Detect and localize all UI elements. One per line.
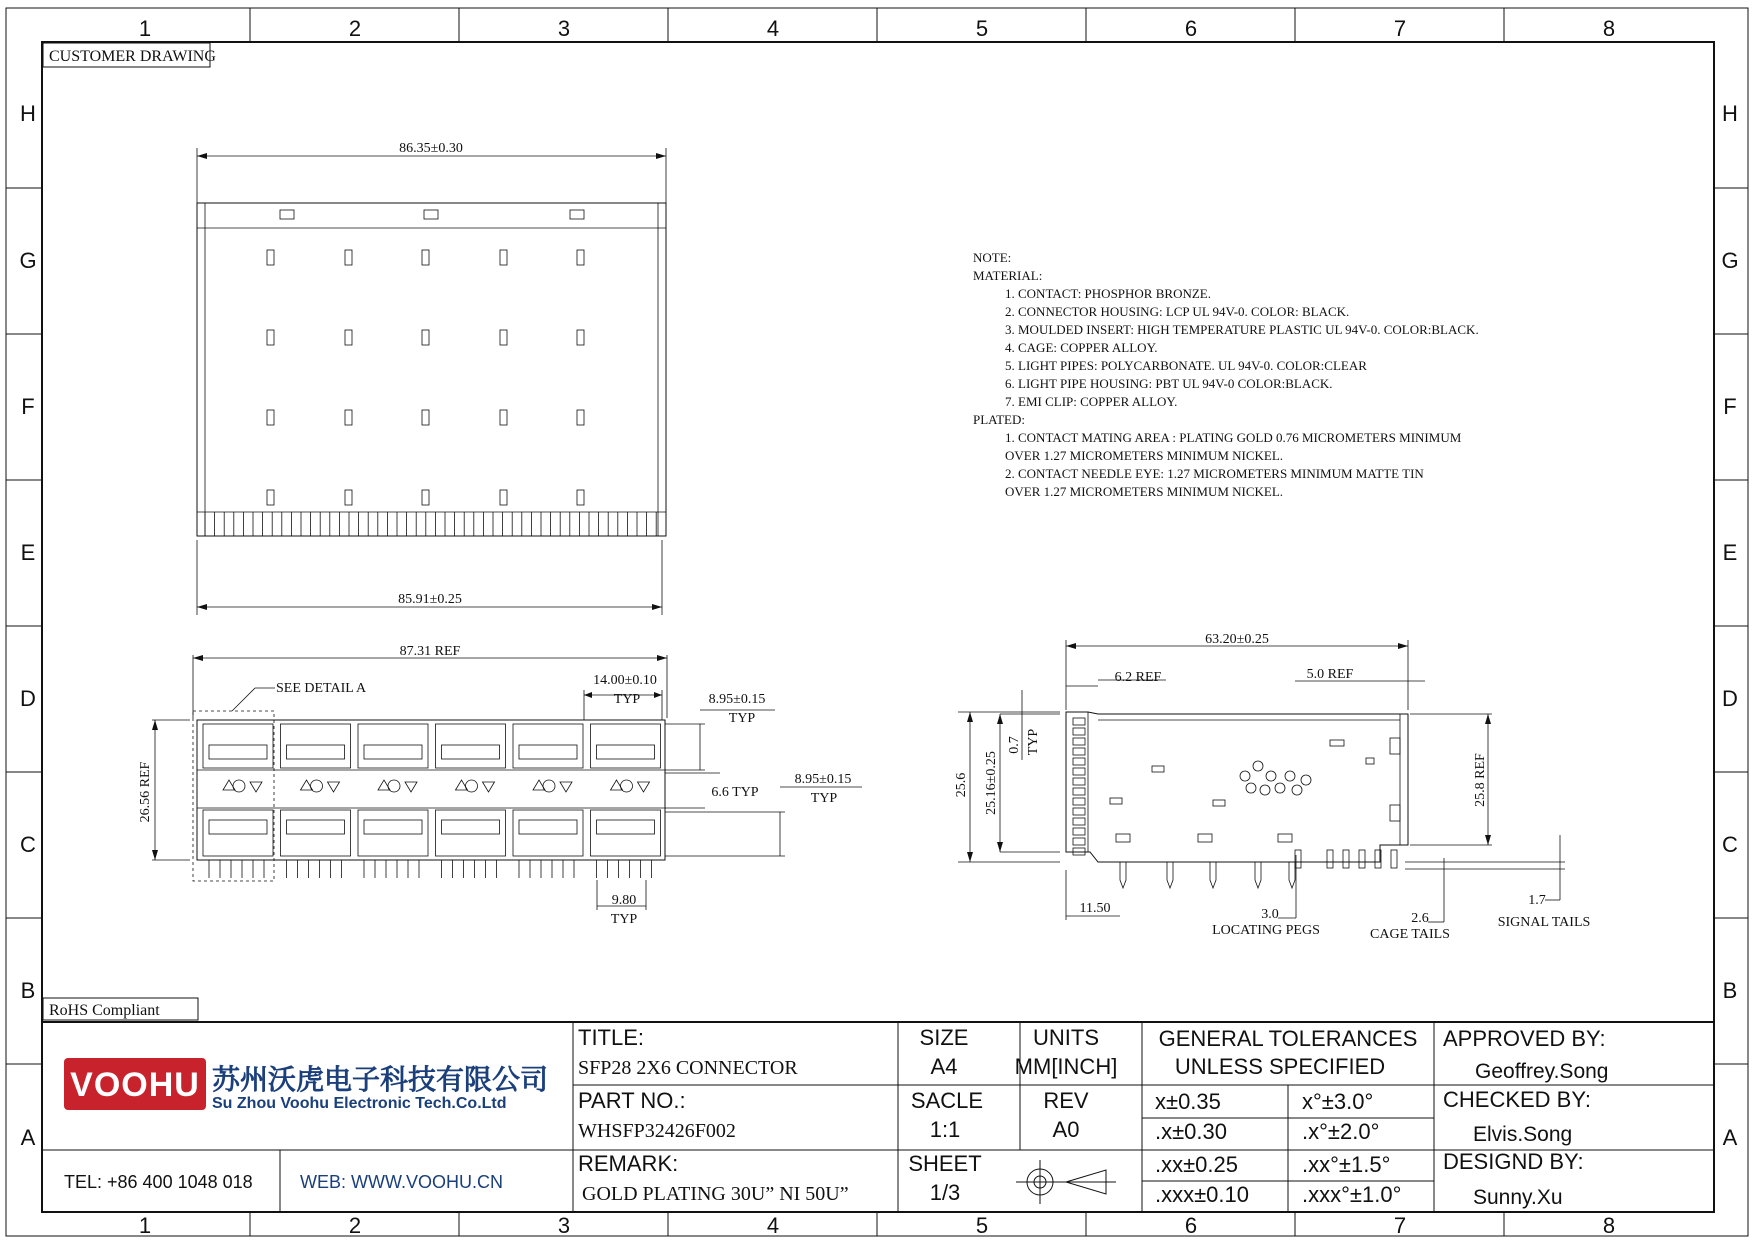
- vent-slot: [345, 250, 352, 265]
- units-label: UNITS: [1033, 1025, 1099, 1050]
- tol-cell: .xx°±1.5°: [1302, 1152, 1391, 1177]
- dim-gap: 6.6 TYP: [711, 785, 759, 800]
- col-label: 5: [975, 1213, 989, 1238]
- plated-label: PLATED:: [973, 412, 1025, 427]
- flange-tooth: [1073, 768, 1085, 775]
- flange-tooth: [1073, 718, 1085, 725]
- dim-step: 0.7: [1007, 736, 1022, 754]
- plated-item: 1. CONTACT MATING AREA : PLATING GOLD 0.76 MICROMETERS MINIMUM: [1005, 430, 1462, 445]
- notes-block: [973, 250, 1479, 499]
- dim-body-h: 25.16±0.25: [984, 751, 999, 815]
- dim-step-typ: TYP: [1026, 728, 1041, 756]
- tol-cell: .xx±0.25: [1155, 1152, 1239, 1177]
- material-item: 2. CONNECTOR HOUSING: LCP UL 94V-0. COLOR: BLACK.: [1005, 304, 1350, 319]
- lower-port-contacts: [442, 820, 500, 834]
- col-label: 1: [138, 16, 152, 41]
- flange-tooth: [1073, 798, 1085, 805]
- row-label: G: [19, 248, 37, 273]
- col-label: 3: [557, 16, 571, 41]
- col-label: 7: [1393, 16, 1407, 41]
- top-view: [197, 141, 666, 615]
- vent-slot: [267, 330, 274, 345]
- dim-cage: 2.6: [1411, 911, 1429, 926]
- dim-front-off: 11.50: [1079, 901, 1111, 916]
- lower-port: [513, 810, 583, 856]
- col-label: 2: [348, 1213, 362, 1238]
- dim-upper: 8.95±0.15: [708, 692, 766, 707]
- scale-value: 1:1: [929, 1117, 961, 1142]
- flange-tooth: [1073, 748, 1085, 755]
- col-label: 6: [1184, 1213, 1198, 1238]
- company-cn: 苏州沃虎电子科技有限公司: [212, 1063, 549, 1096]
- logo-text: VOOHU: [70, 1066, 200, 1104]
- row-label: D: [20, 686, 36, 711]
- rohs-label: RoHS Compliant: [49, 1002, 160, 1019]
- dim-height-ref: 26.56 REF: [138, 761, 153, 823]
- tol-cell: .x°±2.0°: [1302, 1119, 1380, 1144]
- upper-port-contacts: [442, 745, 500, 759]
- vent-slot: [422, 490, 429, 505]
- row-label: G: [1721, 248, 1739, 273]
- dim-lower: 8.95±0.15: [794, 772, 852, 787]
- col-label: 3: [557, 1213, 571, 1238]
- company-en: Su Zhou Voohu Electronic Tech.Co.Ltd: [212, 1095, 507, 1112]
- triangle-icon: [328, 782, 340, 792]
- circle-icon: [388, 780, 400, 792]
- triangle-icon: [405, 782, 417, 792]
- row-label: C: [1722, 832, 1738, 857]
- vent-slot: [500, 330, 507, 345]
- col-label: 8: [1602, 16, 1616, 41]
- row-label: E: [20, 540, 36, 565]
- remark-value: GOLD PLATING 30U” NI 50U”: [582, 1183, 849, 1205]
- upper-port-contacts: [364, 745, 422, 759]
- col-label: 2: [348, 16, 362, 41]
- signal-tail: [1391, 850, 1397, 868]
- lower-port: [358, 810, 428, 856]
- upper-port-contacts: [597, 745, 655, 759]
- projection-symbol: [1016, 1160, 1116, 1204]
- flange-tooth: [1073, 808, 1085, 815]
- locating-peg: [1289, 862, 1295, 888]
- see-detail-label: SEE DETAIL A: [276, 681, 367, 696]
- row-label: D: [1722, 686, 1738, 711]
- vent-slot: [422, 330, 429, 345]
- dim-rear-h: 25.8 REF: [1473, 753, 1488, 807]
- design-label: DESIGND BY:: [1443, 1149, 1584, 1174]
- row-label: B: [20, 978, 36, 1003]
- lower-port-contacts: [597, 820, 655, 834]
- row-label: A: [1722, 1125, 1738, 1150]
- lower-port-contacts: [209, 820, 267, 834]
- material-item: 1. CONTACT: PHOSPHOR BRONZE.: [1005, 286, 1211, 301]
- scale-label: SACLE: [910, 1088, 984, 1113]
- row-label: E: [1722, 540, 1738, 565]
- tol-cell: .x±0.30: [1155, 1119, 1228, 1144]
- vent-slot: [500, 250, 507, 265]
- row-label: B: [1722, 978, 1738, 1003]
- lower-port: [281, 810, 351, 856]
- lower-port: [436, 810, 506, 856]
- material-item: 3. MOULDED INSERT: HIGH TEMPERATURE PLASTIC UL 94V-0. COLOR:BLACK.: [1005, 322, 1479, 337]
- remark-label: REMARK:: [578, 1151, 679, 1176]
- circle-icon: [543, 780, 555, 792]
- material-label: MATERIAL:: [973, 268, 1043, 283]
- dim-sig: 1.7: [1528, 893, 1546, 908]
- vent-slot: [422, 410, 429, 425]
- col-label: 4: [766, 16, 780, 41]
- tol-cell: .xxx°±1.0°: [1302, 1182, 1402, 1207]
- rev-label: REV: [1043, 1088, 1089, 1113]
- dim-bottom-width: 85.91±0.25: [398, 592, 462, 607]
- dim-peg: 3.0: [1261, 907, 1279, 922]
- vent-slot: [577, 330, 584, 345]
- row-label: F: [21, 394, 35, 419]
- material-item: 7. EMI CLIP: COPPER ALLOY.: [1005, 394, 1178, 409]
- vent-slot: [577, 410, 584, 425]
- note-title: NOTE:: [973, 250, 1012, 265]
- vent-slot: [267, 490, 274, 505]
- circle-icon: [311, 780, 323, 792]
- circle-icon: [233, 780, 245, 792]
- flange-tooth: [1073, 818, 1085, 825]
- triangle-icon: [638, 782, 650, 792]
- material-item: 4. CAGE: COPPER ALLOY.: [1005, 340, 1158, 355]
- row-label: H: [20, 101, 36, 126]
- design-value: Sunny.Xu: [1473, 1186, 1563, 1209]
- col-label: 7: [1393, 1213, 1407, 1238]
- flange-tooth: [1073, 778, 1085, 785]
- flange-tooth: [1073, 828, 1085, 835]
- vent-slot: [267, 250, 274, 265]
- locating-peg: [1210, 862, 1216, 888]
- title-value: SFP28 2X6 CONNECTOR: [578, 1057, 798, 1079]
- triangle-icon: [560, 782, 572, 792]
- web: WEB: WWW.VOOHU.CN: [300, 1172, 503, 1192]
- dim-side-length: 63.20±0.25: [1205, 632, 1269, 647]
- row-label: C: [20, 832, 36, 857]
- upper-port: [281, 724, 351, 768]
- flange-tooth: [1073, 788, 1085, 795]
- upper-port: [591, 724, 661, 768]
- flange-tooth: [1073, 728, 1085, 735]
- dim-top-width: 86.35±0.30: [399, 141, 463, 156]
- triangle-icon: [483, 782, 495, 792]
- upper-port: [513, 724, 583, 768]
- plated-item: OVER 1.27 MICROMETERS MINIMUM NICKEL.: [1005, 484, 1284, 499]
- vent-slot: [345, 330, 352, 345]
- col-label: 8: [1602, 1213, 1616, 1238]
- locating-peg: [1255, 862, 1261, 888]
- tol-cell: x°±3.0°: [1302, 1089, 1374, 1114]
- tol-cell: x±0.35: [1155, 1089, 1221, 1114]
- dim-pitch: 14.00±0.10: [593, 673, 657, 688]
- dim-pin-pitch: 9.80: [611, 893, 637, 908]
- tol-title1: GENERAL TOLERANCES: [1158, 1026, 1418, 1051]
- dim-ref-width: 87.31 REF: [399, 644, 461, 659]
- flange-tooth: [1073, 738, 1085, 745]
- title-label: TITLE:: [578, 1025, 645, 1050]
- upper-port-contacts: [209, 745, 267, 759]
- vent-slot: [577, 250, 584, 265]
- circle-icon: [466, 780, 478, 792]
- part-label: PART NO.:: [578, 1088, 686, 1113]
- size-value: A4: [930, 1054, 958, 1079]
- units-value: MM[INCH]: [1014, 1054, 1118, 1079]
- locating-peg: [1167, 862, 1173, 888]
- checked-value: Elvis.Song: [1473, 1123, 1573, 1146]
- approved-value: Geoffrey.Song: [1475, 1060, 1609, 1083]
- lower-port-contacts: [287, 820, 345, 834]
- row-label: H: [1722, 101, 1738, 126]
- vent-slot: [345, 490, 352, 505]
- plated-item: OVER 1.27 MICROMETERS MINIMUM NICKEL.: [1005, 448, 1284, 463]
- front-view: [138, 644, 862, 927]
- material-item: 6. LIGHT PIPE HOUSING: PBT UL 94V-0 COLOR:BLACK.: [1005, 376, 1333, 391]
- dim-pitch-typ: TYP: [613, 692, 641, 707]
- upper-port: [203, 724, 273, 768]
- col-label: 1: [138, 1213, 152, 1238]
- upper-port: [436, 724, 506, 768]
- tel: TEL: +86 400 1048 018: [64, 1172, 253, 1192]
- flange-tooth: [1073, 758, 1085, 765]
- lower-port-contacts: [519, 820, 577, 834]
- locating-peg: [1120, 862, 1126, 888]
- signal-tail: [1359, 850, 1365, 868]
- dim-lower-typ: TYP: [810, 791, 838, 806]
- row-label: A: [20, 1125, 36, 1150]
- vent-slot: [577, 490, 584, 505]
- signal-tail: [1343, 850, 1349, 868]
- col-label: 5: [975, 16, 989, 41]
- peg-label: LOCATING PEGS: [1212, 923, 1320, 938]
- lower-port: [203, 810, 273, 856]
- material-item: 5. LIGHT PIPES: POLYCARBONATE. UL 94V-0. COLOR:CLEAR: [1005, 358, 1367, 373]
- lower-port: [591, 810, 661, 856]
- rev-value: A0: [1052, 1117, 1080, 1142]
- col-label: 4: [766, 1213, 780, 1238]
- vent-slot: [345, 410, 352, 425]
- upper-port-contacts: [287, 745, 345, 759]
- col-label: 6: [1184, 16, 1198, 41]
- size-label: SIZE: [919, 1025, 969, 1050]
- sig-label: SIGNAL TAILS: [1497, 915, 1591, 930]
- zone-ticks: [6, 8, 1748, 1236]
- dim-overall-h: 25.6: [954, 772, 969, 798]
- dim-front-ref: 6.2 REF: [1114, 670, 1162, 685]
- title-block: [42, 1022, 1714, 1212]
- vent-slot: [267, 410, 274, 425]
- upper-port-contacts: [519, 745, 577, 759]
- tol-title2: UNLESS SPECIFIED: [1174, 1054, 1386, 1079]
- sheet-label: SHEET: [908, 1151, 982, 1176]
- lower-port-contacts: [364, 820, 422, 834]
- side-view: [954, 632, 1590, 942]
- vent-slot: [500, 410, 507, 425]
- cage-label: CAGE TAILS: [1370, 927, 1450, 942]
- part-value: WHSFP32426F002: [578, 1120, 736, 1142]
- approved-label: APPROVED BY:: [1443, 1026, 1606, 1051]
- vent-slot: [500, 490, 507, 505]
- triangle-icon: [250, 782, 262, 792]
- upper-port: [358, 724, 428, 768]
- outer-frame: [6, 8, 1748, 1236]
- customer-drawing-label: CUSTOMER DRAWING: [49, 48, 216, 65]
- plated-item: 2. CONTACT NEEDLE EYE: 1.27 MICROMETERS MINIMUM MATTE TIN: [1005, 466, 1424, 481]
- checked-label: CHECKED BY:: [1443, 1087, 1591, 1112]
- circle-icon: [621, 780, 633, 792]
- row-label: F: [1723, 394, 1737, 419]
- dim-upper-typ: TYP: [728, 711, 756, 726]
- tol-cell: .xxx±0.10: [1155, 1182, 1250, 1207]
- dim-rear-ref: 5.0 REF: [1306, 667, 1354, 682]
- signal-tail: [1327, 850, 1333, 868]
- flange-tooth: [1073, 838, 1085, 845]
- sheet-value: 1/3: [929, 1180, 961, 1205]
- vent-slot: [422, 250, 429, 265]
- dim-pin-typ: TYP: [610, 912, 638, 927]
